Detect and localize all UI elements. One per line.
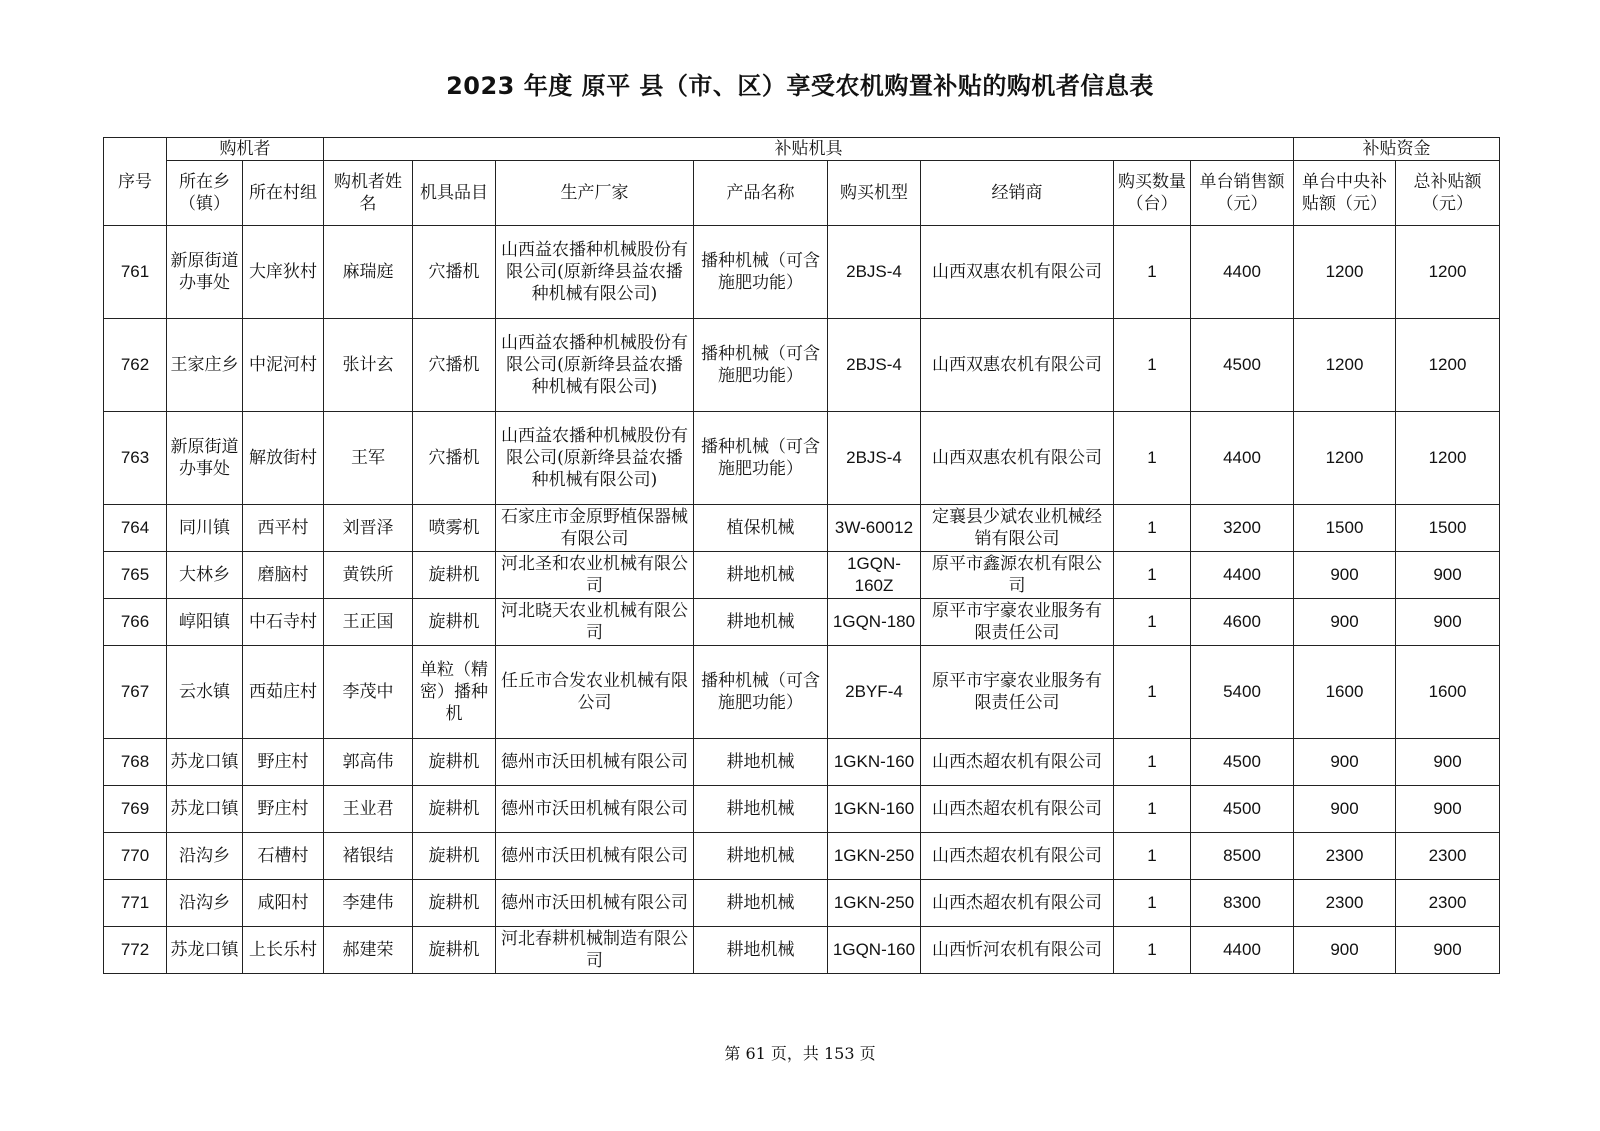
cell-qty: 1: [1114, 786, 1191, 833]
cell-town: 大林乡: [167, 552, 243, 599]
header-town: 所在乡（镇）: [167, 161, 243, 226]
cell-qty: 1: [1114, 927, 1191, 974]
cell-village: 咸阳村: [243, 880, 324, 927]
table-row: [104, 226, 1500, 319]
header-village: 所在村组: [243, 161, 324, 226]
cell-dealer: 原平市鑫源农机有限公司: [921, 552, 1114, 599]
cell-town: 崞阳镇: [167, 599, 243, 646]
cell-product: 耕地机械: [694, 786, 828, 833]
cell-central: 900: [1294, 599, 1396, 646]
cell-total: 1200: [1396, 412, 1500, 505]
header-name: 购机者姓名: [324, 161, 413, 226]
cell-town: 云水镇: [167, 646, 243, 739]
page-title: 2023 年度 原平 县（市、区）享受农机购置补贴的购机者信息表: [446, 72, 1154, 100]
header-seq: 序号: [104, 138, 167, 226]
cell-product: 播种机械（可含施肥功能）: [694, 646, 828, 739]
cell-dealer: 山西双惠农机有限公司: [921, 412, 1114, 505]
group-machine: 补贴机具: [324, 138, 1294, 161]
cell-qty: 1: [1114, 599, 1191, 646]
cell-price: 5400: [1191, 646, 1294, 739]
subsidy-table: [103, 137, 1500, 974]
cell-qty: 1: [1114, 226, 1191, 319]
cell-price: 8300: [1191, 880, 1294, 927]
header-central: 单台中央补贴额（元）: [1294, 161, 1396, 226]
header-price: 单台销售额（元）: [1191, 161, 1294, 226]
cell-dealer: 山西双惠农机有限公司: [921, 226, 1114, 319]
cell-maker: 山西益农播种机械股份有限公司(原新绛县益农播种机械有限公司): [496, 319, 694, 412]
cell-total: 900: [1396, 739, 1500, 786]
cell-product: 播种机械（可含施肥功能）: [694, 412, 828, 505]
cell-seq: 763: [104, 412, 167, 505]
cell-maker: 山西益农播种机械股份有限公司(原新绛县益农播种机械有限公司): [496, 226, 694, 319]
cell-category: 旋耕机: [413, 927, 496, 974]
cell-total: 2300: [1396, 833, 1500, 880]
cell-village: 野庄村: [243, 739, 324, 786]
cell-total: 1200: [1396, 226, 1500, 319]
cell-price: 3200: [1191, 505, 1294, 552]
cell-central: 900: [1294, 552, 1396, 599]
header-model: 购买机型: [828, 161, 921, 226]
cell-village: 中石寺村: [243, 599, 324, 646]
cell-buyer-name: 李建伟: [324, 880, 413, 927]
cell-central: 900: [1294, 927, 1396, 974]
cell-town: 苏龙口镇: [167, 786, 243, 833]
cell-category: 旋耕机: [413, 880, 496, 927]
cell-model: 1GKN-160: [828, 786, 921, 833]
cell-village: 西茹庄村: [243, 646, 324, 739]
header-category: 机具品目: [413, 161, 496, 226]
header-dealer: 经销商: [921, 161, 1114, 226]
cell-town: 新原街道办事处: [167, 412, 243, 505]
cell-town: 沿沟乡: [167, 880, 243, 927]
cell-total: 900: [1396, 552, 1500, 599]
table-row: [104, 412, 1500, 505]
table-row: [104, 646, 1500, 739]
cell-price: 8500: [1191, 833, 1294, 880]
cell-village: 中泥河村: [243, 319, 324, 412]
cell-buyer-name: 麻瑞庭: [324, 226, 413, 319]
cell-village: 野庄村: [243, 786, 324, 833]
cell-maker: 河北圣和农业机械有限公司: [496, 552, 694, 599]
cell-town: 沿沟乡: [167, 833, 243, 880]
cell-seq: 768: [104, 739, 167, 786]
cell-village: 大庠狄村: [243, 226, 324, 319]
cell-maker: 德州市沃田机械有限公司: [496, 786, 694, 833]
cell-product: 耕地机械: [694, 599, 828, 646]
cell-town: 王家庄乡: [167, 319, 243, 412]
cell-category: 旋耕机: [413, 552, 496, 599]
table-row: [104, 739, 1500, 786]
cell-village: 解放街村: [243, 412, 324, 505]
cell-town: 同川镇: [167, 505, 243, 552]
cell-qty: 1: [1114, 552, 1191, 599]
cell-price: 4400: [1191, 552, 1294, 599]
cell-model: 2BYF-4: [828, 646, 921, 739]
table-row: [104, 552, 1500, 599]
cell-seq: 767: [104, 646, 167, 739]
cell-buyer-name: 刘晋泽: [324, 505, 413, 552]
cell-central: 1200: [1294, 226, 1396, 319]
cell-model: 1GQN-160Z: [828, 552, 921, 599]
cell-village: 上长乐村: [243, 927, 324, 974]
cell-seq: 772: [104, 927, 167, 974]
cell-central: 2300: [1294, 880, 1396, 927]
cell-model: 1GKN-250: [828, 833, 921, 880]
cell-central: 900: [1294, 786, 1396, 833]
cell-price: 4500: [1191, 319, 1294, 412]
cell-central: 1500: [1294, 505, 1396, 552]
header-total: 总补贴额（元）: [1396, 161, 1500, 226]
cell-product: 耕地机械: [694, 927, 828, 974]
cell-qty: 1: [1114, 880, 1191, 927]
cell-category: 旋耕机: [413, 739, 496, 786]
cell-total: 1200: [1396, 319, 1500, 412]
cell-total: 900: [1396, 927, 1500, 974]
cell-maker: 任丘市合发农业机械有限公司: [496, 646, 694, 739]
cell-category: 单粒（精密）播种机: [413, 646, 496, 739]
cell-model: 2BJS-4: [828, 319, 921, 412]
cell-model: 1GQN-180: [828, 599, 921, 646]
cell-category: 穴播机: [413, 319, 496, 412]
cell-seq: 761: [104, 226, 167, 319]
cell-maker: 德州市沃田机械有限公司: [496, 739, 694, 786]
table-row: [104, 599, 1500, 646]
cell-dealer: 山西忻河农机有限公司: [921, 927, 1114, 974]
cell-dealer: 山西杰超农机有限公司: [921, 786, 1114, 833]
cell-category: 旋耕机: [413, 599, 496, 646]
header-product: 产品名称: [694, 161, 828, 226]
cell-maker: 德州市沃田机械有限公司: [496, 880, 694, 927]
cell-buyer-name: 郝建荣: [324, 927, 413, 974]
cell-qty: 1: [1114, 646, 1191, 739]
cell-qty: 1: [1114, 319, 1191, 412]
cell-dealer: 山西杰超农机有限公司: [921, 739, 1114, 786]
cell-total: 2300: [1396, 880, 1500, 927]
table-row: [104, 319, 1500, 412]
cell-maker: 河北春耕机械制造有限公司: [496, 927, 694, 974]
header-qty: 购买数量（台）: [1114, 161, 1191, 226]
cell-product: 耕地机械: [694, 739, 828, 786]
cell-buyer-name: 黄铁所: [324, 552, 413, 599]
cell-product: 耕地机械: [694, 833, 828, 880]
cell-total: 900: [1396, 786, 1500, 833]
cell-category: 穴播机: [413, 226, 496, 319]
cell-category: 喷雾机: [413, 505, 496, 552]
cell-product: 耕地机械: [694, 880, 828, 927]
table-row: [104, 833, 1500, 880]
cell-price: 4500: [1191, 739, 1294, 786]
page-footer: 第 61 页，共 153 页: [724, 1044, 876, 1063]
cell-central: 1200: [1294, 319, 1396, 412]
cell-product: 播种机械（可含施肥功能）: [694, 319, 828, 412]
cell-buyer-name: 郭高伟: [324, 739, 413, 786]
cell-price: 4500: [1191, 786, 1294, 833]
table-row: [104, 786, 1500, 833]
cell-category: 穴播机: [413, 412, 496, 505]
table-row: [104, 505, 1500, 552]
cell-qty: 1: [1114, 833, 1191, 880]
cell-maker: 山西益农播种机械股份有限公司(原新绛县益农播种机械有限公司): [496, 412, 694, 505]
cell-qty: 1: [1114, 412, 1191, 505]
cell-product: 播种机械（可含施肥功能）: [694, 226, 828, 319]
cell-dealer: 定襄县少斌农业机械经销有限公司: [921, 505, 1114, 552]
header-maker: 生产厂家: [496, 161, 694, 226]
cell-seq: 762: [104, 319, 167, 412]
cell-buyer-name: 王业君: [324, 786, 413, 833]
cell-town: 新原街道办事处: [167, 226, 243, 319]
table-body: [104, 226, 1500, 974]
cell-seq: 769: [104, 786, 167, 833]
cell-dealer: 原平市宇豪农业服务有限责任公司: [921, 646, 1114, 739]
cell-seq: 764: [104, 505, 167, 552]
cell-dealer: 原平市宇豪农业服务有限责任公司: [921, 599, 1114, 646]
cell-total: 1500: [1396, 505, 1500, 552]
cell-qty: 1: [1114, 505, 1191, 552]
cell-price: 4400: [1191, 412, 1294, 505]
cell-central: 900: [1294, 739, 1396, 786]
cell-price: 4400: [1191, 226, 1294, 319]
cell-buyer-name: 王军: [324, 412, 413, 505]
cell-model: 2BJS-4: [828, 412, 921, 505]
cell-town: 苏龙口镇: [167, 739, 243, 786]
cell-dealer: 山西杰超农机有限公司: [921, 880, 1114, 927]
cell-village: 磨脑村: [243, 552, 324, 599]
table-row: [104, 880, 1500, 927]
cell-model: 3W-60012: [828, 505, 921, 552]
cell-model: 1GKN-250: [828, 880, 921, 927]
cell-model: 2BJS-4: [828, 226, 921, 319]
cell-category: 旋耕机: [413, 786, 496, 833]
group-funds: 补贴资金: [1294, 138, 1500, 161]
cell-central: 1200: [1294, 412, 1396, 505]
cell-central: 2300: [1294, 833, 1396, 880]
cell-dealer: 山西杰超农机有限公司: [921, 833, 1114, 880]
cell-buyer-name: 张计玄: [324, 319, 413, 412]
cell-seq: 765: [104, 552, 167, 599]
table-row: [104, 927, 1500, 974]
cell-price: 4400: [1191, 927, 1294, 974]
cell-buyer-name: 褚银结: [324, 833, 413, 880]
cell-seq: 770: [104, 833, 167, 880]
cell-model: 1GKN-160: [828, 739, 921, 786]
cell-buyer-name: 王正国: [324, 599, 413, 646]
cell-total: 1600: [1396, 646, 1500, 739]
cell-maker: 德州市沃田机械有限公司: [496, 833, 694, 880]
cell-category: 旋耕机: [413, 833, 496, 880]
cell-model: 1GQN-160: [828, 927, 921, 974]
cell-seq: 766: [104, 599, 167, 646]
cell-price: 4600: [1191, 599, 1294, 646]
cell-town: 苏龙口镇: [167, 927, 243, 974]
cell-central: 1600: [1294, 646, 1396, 739]
cell-qty: 1: [1114, 739, 1191, 786]
cell-village: 石槽村: [243, 833, 324, 880]
cell-village: 西平村: [243, 505, 324, 552]
cell-dealer: 山西双惠农机有限公司: [921, 319, 1114, 412]
cell-buyer-name: 李茂中: [324, 646, 413, 739]
cell-total: 900: [1396, 599, 1500, 646]
cell-maker: 河北晓天农业机械有限公司: [496, 599, 694, 646]
cell-product: 耕地机械: [694, 552, 828, 599]
cell-maker: 石家庄市金原野植保器械有限公司: [496, 505, 694, 552]
cell-seq: 771: [104, 880, 167, 927]
group-buyer: 购机者: [167, 138, 324, 161]
cell-product: 植保机械: [694, 505, 828, 552]
